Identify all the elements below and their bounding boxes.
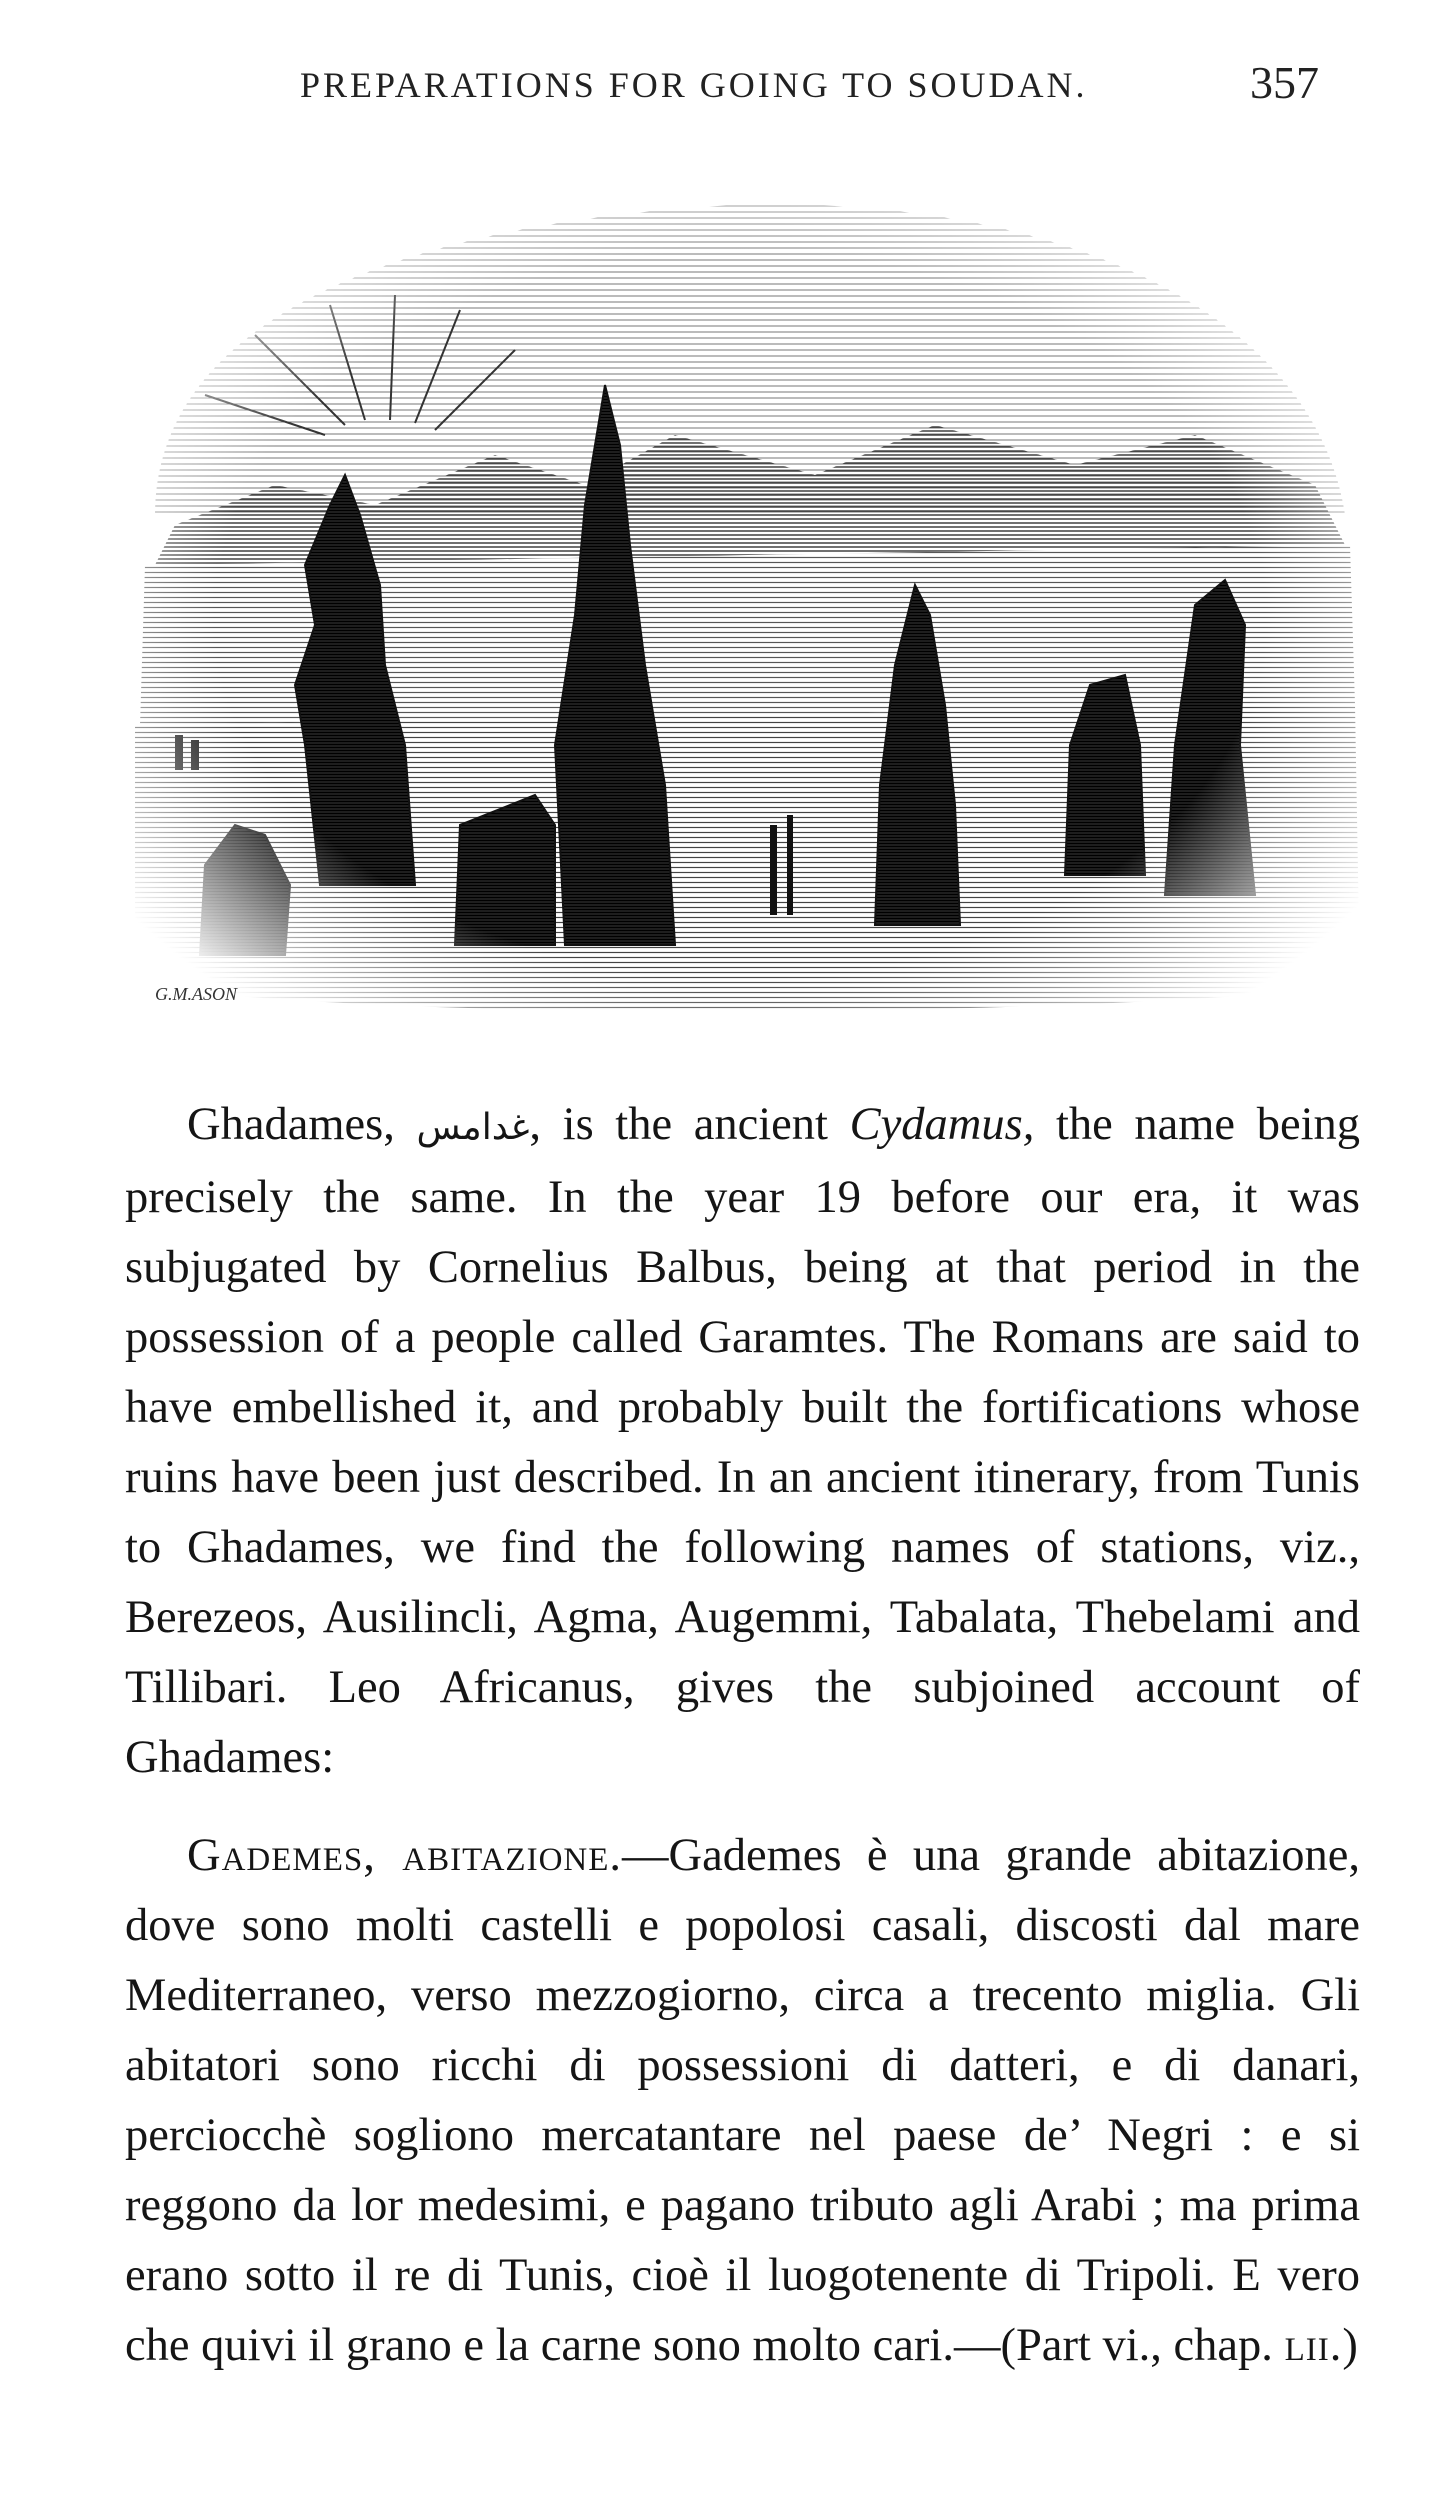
page-number: 357	[1250, 57, 1319, 108]
engraver-signature: G.M.ASON	[155, 984, 237, 1004]
paragraph-ghadames	[125, 1090, 1360, 1793]
arabic-name: غدامس	[416, 1107, 530, 1148]
engraving-illustration	[115, 185, 1365, 1045]
paragraph-leo-africanus-quote	[125, 1821, 1360, 2381]
chapter-reference: lii.	[1284, 2320, 1343, 2371]
body-text	[125, 1090, 1360, 2381]
text-segment: , is the ancient	[529, 1099, 828, 1150]
closing-paren: )	[1342, 2320, 1358, 2371]
latin-name: Cydamus,	[849, 1099, 1035, 1150]
running-title: PREPARATIONS FOR GOING TO SOUDAN.	[300, 65, 1088, 105]
quote-heading: Gademes, abitazione.	[187, 1830, 623, 1881]
text-segment: Ghadames,	[187, 1099, 395, 1150]
text-segment: the name being precisely the same. In the year 19 before our era, it was subjugated by Cornelius Balbus, being at that period in the possession of a people called Garamtes. The Romans are said to have embellished it, and probably built the fortifications whose ruins have been just described. In an ancient itinerary, from Tunis to Ghadames, we find the following names of stations, viz., Berezeos, Ausilincli, Agma, Augemmi, Tabalata, Thebelami and Tillibari. Leo Africanus, gives the subjoined account of Ghadames:	[125, 1099, 1361, 1783]
quote-text: —Gademes è una grande abitazione, dove sono molti castelli e popolosi casali, discosti dal mare Mediterraneo, verso mezzogiorno, circa a trecento miglia. Gli abitatori sono ricchi di possessioni di datteri, e di danari, perciocchè sogliono mercatantare nel paese de’ Negri : e si reggono da lor medesimi, e pagano tributo agli Arabi ; ma prima erano sotto il re di Tunis, cioè il luogotenente di Tripoli. E vero che quivi il grano e la carne sono molto cari.—(Part vi., chap.	[125, 1830, 1360, 2371]
